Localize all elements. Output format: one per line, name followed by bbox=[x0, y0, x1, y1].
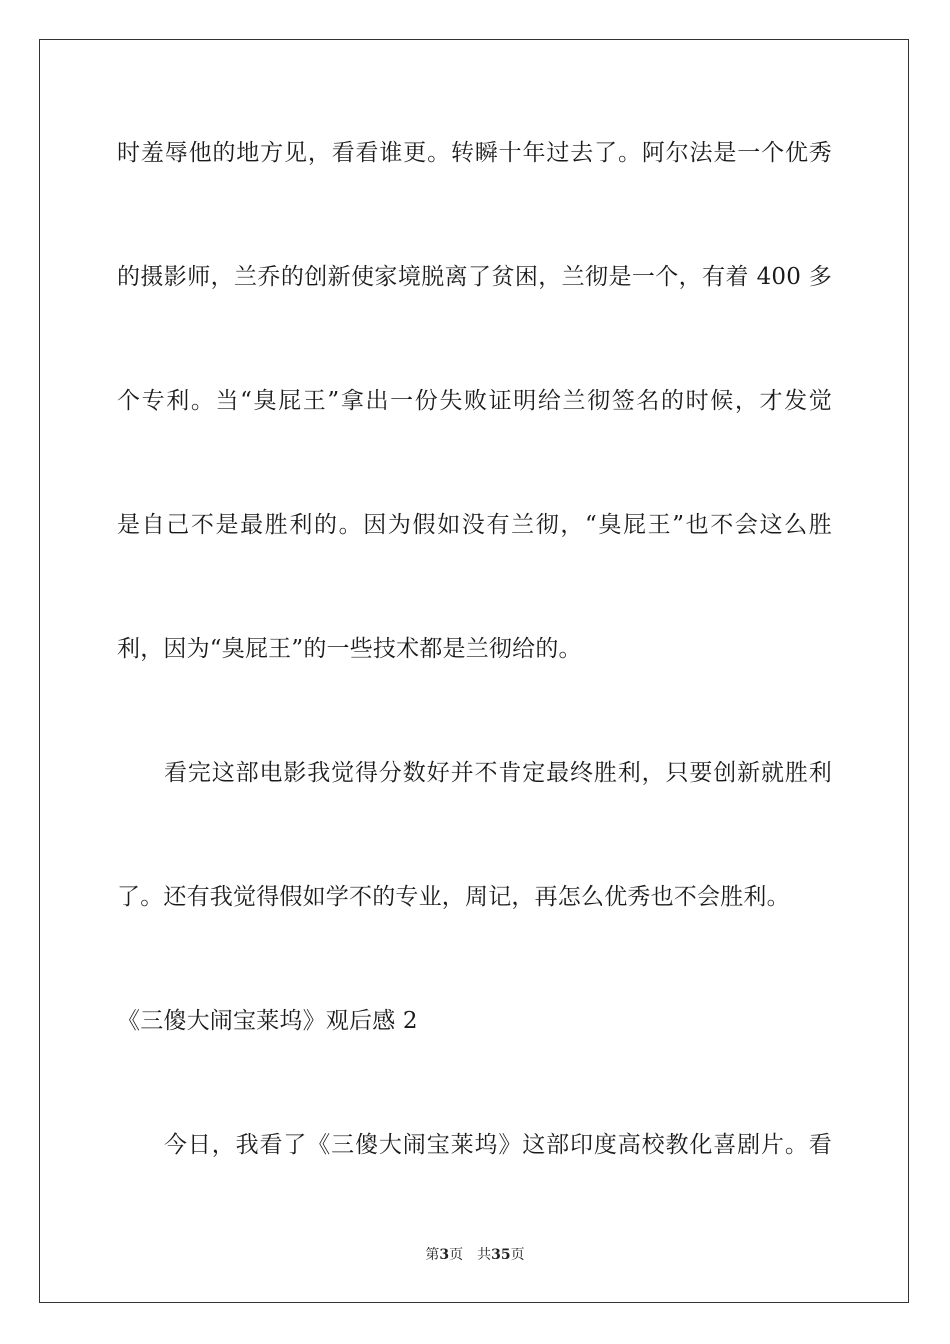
page-footer bbox=[0, 1246, 950, 1264]
page-total: 35 bbox=[491, 1247, 511, 1263]
body-line-4: 是自己不是最胜利的。因为假如没有兰彻，“臭屁王”也不会这么胜 bbox=[117, 512, 832, 538]
page-border bbox=[39, 39, 909, 1303]
body-line-5: 利，因为“臭屁王”的一些技术都是兰彻给的。 bbox=[117, 636, 582, 662]
total-prefix: 共 bbox=[477, 1247, 492, 1263]
page-unit: 页 bbox=[449, 1247, 464, 1263]
section-heading: 《三傻大闹宝莱坞》观后感 2 bbox=[117, 1008, 418, 1034]
paragraph-3-line-1: 今日，我看了《三傻大闹宝莱坞》这部印度高校教化喜剧片。看 bbox=[164, 1132, 832, 1158]
body-line-2: 的摄影师，兰乔的创新使家境脱离了贫困，兰彻是一个，有着 400 多 bbox=[117, 264, 832, 290]
page-current: 3 bbox=[439, 1247, 450, 1263]
total-unit: 页 bbox=[510, 1247, 525, 1263]
paragraph-2-line-2: 了。还有我觉得假如学不的专业，周记，再怎么优秀也不会胜利。 bbox=[117, 884, 790, 910]
body-line-1: 时羞辱他的地方见，看看谁更。转瞬十年过去了。阿尔法是一个优秀 bbox=[117, 140, 832, 166]
paragraph-2-line-1: 看完这部电影我觉得分数好并不肯定最终胜利，只要创新就胜利 bbox=[164, 760, 832, 786]
page-prefix: 第 bbox=[425, 1247, 440, 1263]
body-line-3: 个专利。当“臭屁王”拿出一份失败证明给兰彻签名的时候，才发觉 bbox=[117, 388, 832, 414]
